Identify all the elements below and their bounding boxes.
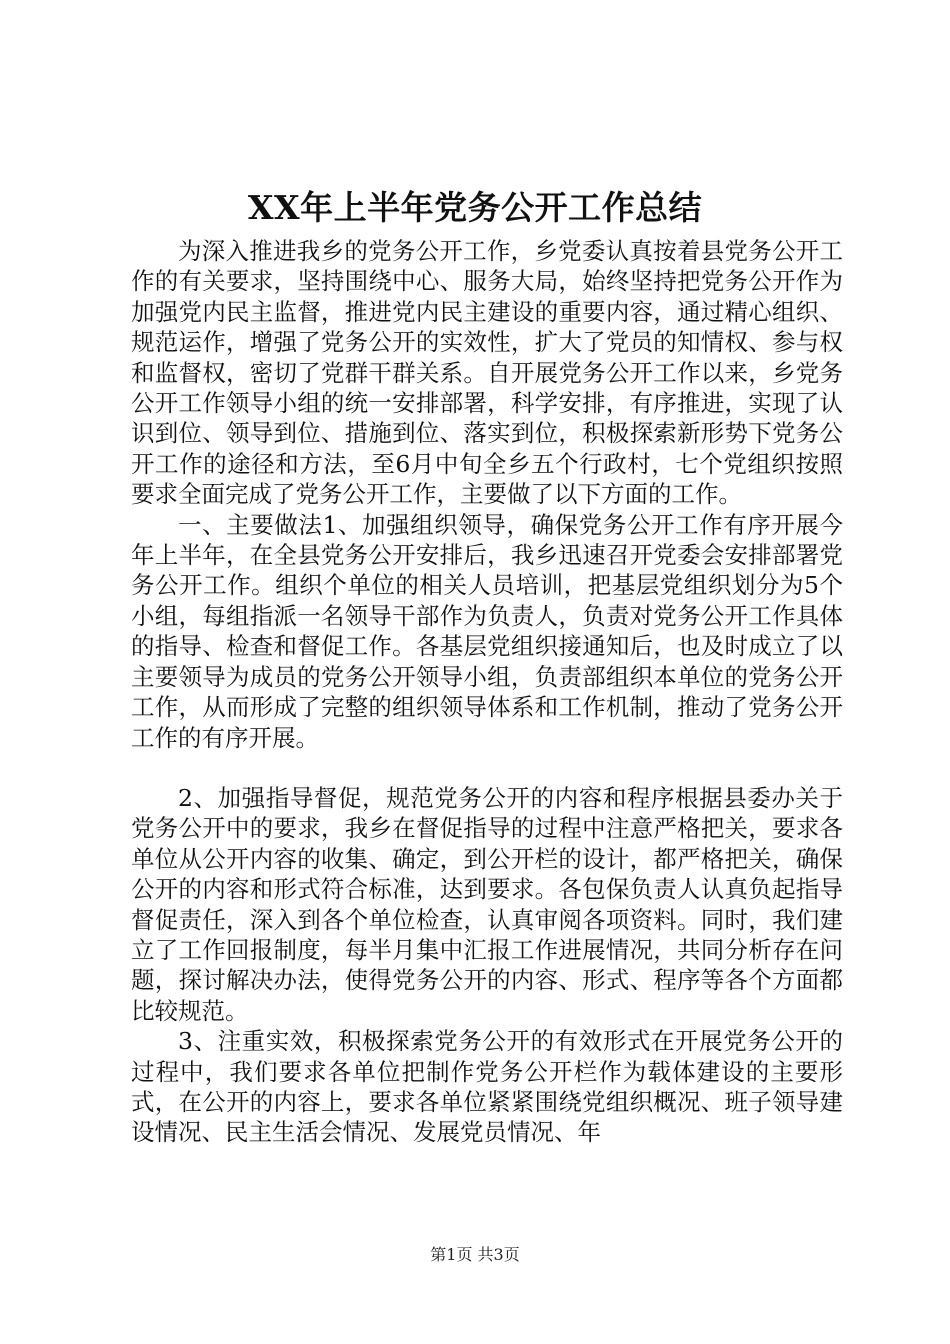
paragraph-section-2: 2、加强指导督促，规范党务公开的内容和程序根据县委办关于党务公开中的要求，我乡在督促指导的过程中注意严格把关，要求各单位从公开内容的收集、确定，到公开栏的设计，都严格把关，确保公开的内容和形式符合标准，达到要求。各包保负责人认真负起指导督促责任，深入到各个单位检查，认真审阅各项资料。同时，我们建立了工作回报制度，每半月集中汇报工作进展情况，共同分析存在问题，探讨解决办法，使得党务公开的内容、形式、程序等各个方面都比较规范。	[131, 783, 843, 1025]
page-number-footer: 第1页 共3页	[430, 1245, 520, 1264]
document-body	[131, 236, 843, 1148]
paragraph-section-3: 3、注重实效，积极探索党务公开的有效形式在开展党务公开的过程中，我们要求各单位把制作党务公开栏作为载体建设的主要形式，在公开的内容上，要求各单位紧紧围绕党组织概况、班子领导建设情况、民主生活会情况、发展党员情况、年	[131, 1027, 843, 1147]
paragraph-intro: 为深入推进我乡的党务公开工作，乡党委认真按着县党务公开工作的有关要求，坚持围绕中心、服务大局，始终坚持把党务公开作为加强党内民主监督，推进党内民主建设的重要内容，通过精心组织、规范运作，增强了党务公开的实效性，扩大了党员的知情权、参与权和监督权，密切了党群干群关系。自开展党务公开工作以来，乡党务公开工作领导小组的统一安排部署，科学安排，有序推进，实现了认识到位、领导到位、措施到位、落实到位，积极探索新形势下党务公开工作的途径和方法，至6月中旬全乡五个行政村，七个党组织按照要求全面完成了党务公开工作，主要做了以下方面的工作。	[131, 237, 843, 509]
document-title: XX年上半年党务公开工作总结	[247, 188, 703, 227]
paragraph-section-1: 一、主要做法1、加强组织领导，确保党务公开工作有序开展今年上半年，在全县党务公开安排后，我乡迅速召开党委会安排部署党务公开工作。组织个单位的相关人员培训，把基层党组织划分为5个小组，每组指派一名领导干部作为负责人，负责对党务公开工作具体的指导、检查和督促工作。各基层党组织接通知后，也及时成立了以主要领导为成员的党务公开领导小组，负责部组织本单位的党务公开工作，从而形成了完整的组织领导体系和工作机制，推动了党务公开工作的有序开展。	[131, 510, 843, 752]
